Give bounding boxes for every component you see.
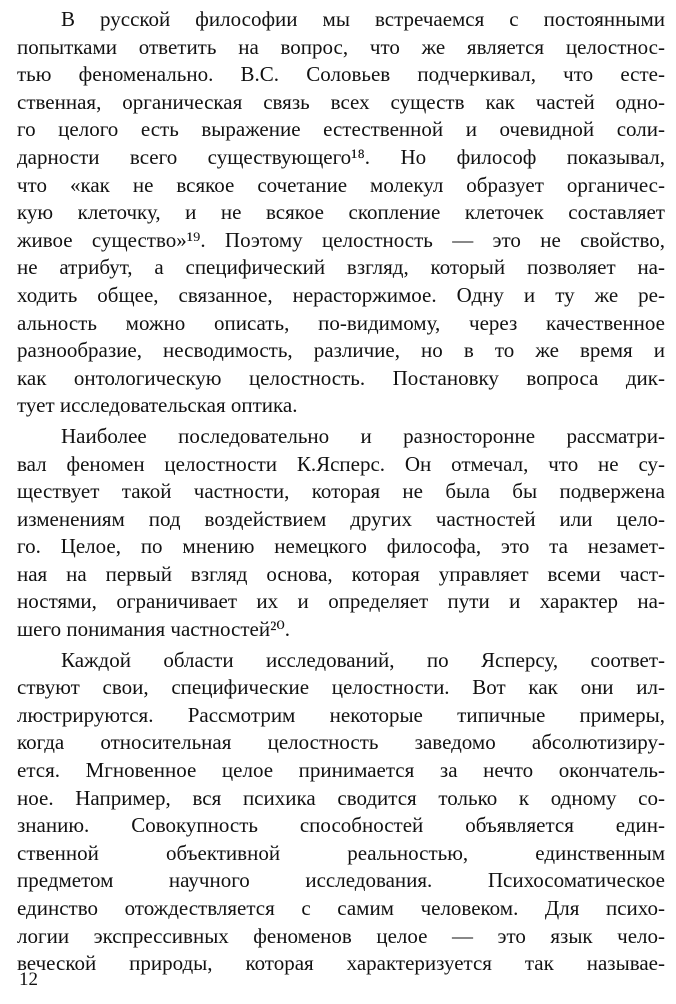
text-line: ствуют свои, специфические целостности. Вот как они ил- <box>17 675 665 700</box>
text-line: ственной объективной реальностью, единственным <box>17 840 665 865</box>
text-line: что «как не всякое сочетание молекул образует органичес- <box>17 172 665 197</box>
text-line: ственная, органическая связь всех существ как частей одно- <box>17 89 665 114</box>
text-line: логии экспрессивных феноменов целое — это язык чело- <box>17 923 665 948</box>
text-line: люстрируются. Рассмотрим некоторые типичные примеры, <box>17 702 665 727</box>
text-line: го целого есть выражение естественной и очевидной соли- <box>17 117 665 142</box>
text-line: альность можно описать, по-видимому, через качественное <box>17 310 665 335</box>
text-line: разнообразие, несводимость, различие, но в то же время и <box>17 338 665 363</box>
paragraph <box>17 423 665 644</box>
text-line: Наиболее последовательно и разносторонне рассматри- <box>61 423 665 448</box>
text-line: дарности всего существующего¹⁸. Но философ показывал, <box>17 144 665 169</box>
text-line: когда относительная целостность заведомо абсолютизиру- <box>17 730 665 755</box>
text-line: ществует такой частности, которая не была бы подвержена <box>17 479 665 504</box>
text-line: ется. Мгновенное целое принимается за нечто окончатель- <box>17 758 665 783</box>
text-line: единство отождествляется с самим человеком. Для психо- <box>17 896 665 920</box>
text-line: тью феноменально. В.С. Соловьев подчеркивал, что есте- <box>17 62 665 87</box>
text-line: го. Целое, по мнению немецкого философа, это та незамет- <box>17 534 665 559</box>
text-line: ная на первый взгляд основа, которая управляет всеми част- <box>17 561 665 586</box>
text-line: В русской философии мы встречаемся с постоянными <box>61 7 665 31</box>
text-line: ностями, ограничивает их и определяет пути и характер на- <box>17 589 665 614</box>
text-line: кую клеточку, и не всякое скопление клеточек составляет <box>17 200 665 225</box>
text-line: как онтологическую целостность. Постановку вопроса дик- <box>17 365 665 390</box>
text-line: ходить общее, связанное, нерасторжимое. Одну и ту же ре- <box>17 282 665 307</box>
text-line: предметом научного исследования. Психосоматическое <box>17 868 665 893</box>
text-line: изменениям под воздействием других частностей или цело- <box>17 506 665 531</box>
text-line: попытками ответить на вопрос, что же является целостнос- <box>17 34 665 59</box>
text-line: веческой природы, которая характеризуется так называе- <box>17 951 665 976</box>
text-line: ное. Например, вся психика сводится только к одному со- <box>17 785 665 810</box>
text-line: знанию. Совокупность способностей объявляется един- <box>17 813 665 838</box>
paragraph <box>17 6 665 420</box>
text-line: тует исследовательская оптика. <box>17 393 298 418</box>
text-line: шего понимания частностей²⁰. <box>17 617 291 642</box>
text-line: вал феномен целостности К.Ясперс. Он отмечал, что не су- <box>17 451 665 476</box>
page-body <box>17 6 665 978</box>
text-line: Каждой области исследований, по Ясперсу, соответ- <box>61 647 665 672</box>
paragraph <box>17 647 665 978</box>
page-number: 12 <box>19 969 38 990</box>
text-line: не атрибут, а специфический взгляд, который позволяет на- <box>17 255 665 280</box>
text-line: живое существо»¹⁹. Поэтому целостность — это не свойство, <box>17 227 665 252</box>
